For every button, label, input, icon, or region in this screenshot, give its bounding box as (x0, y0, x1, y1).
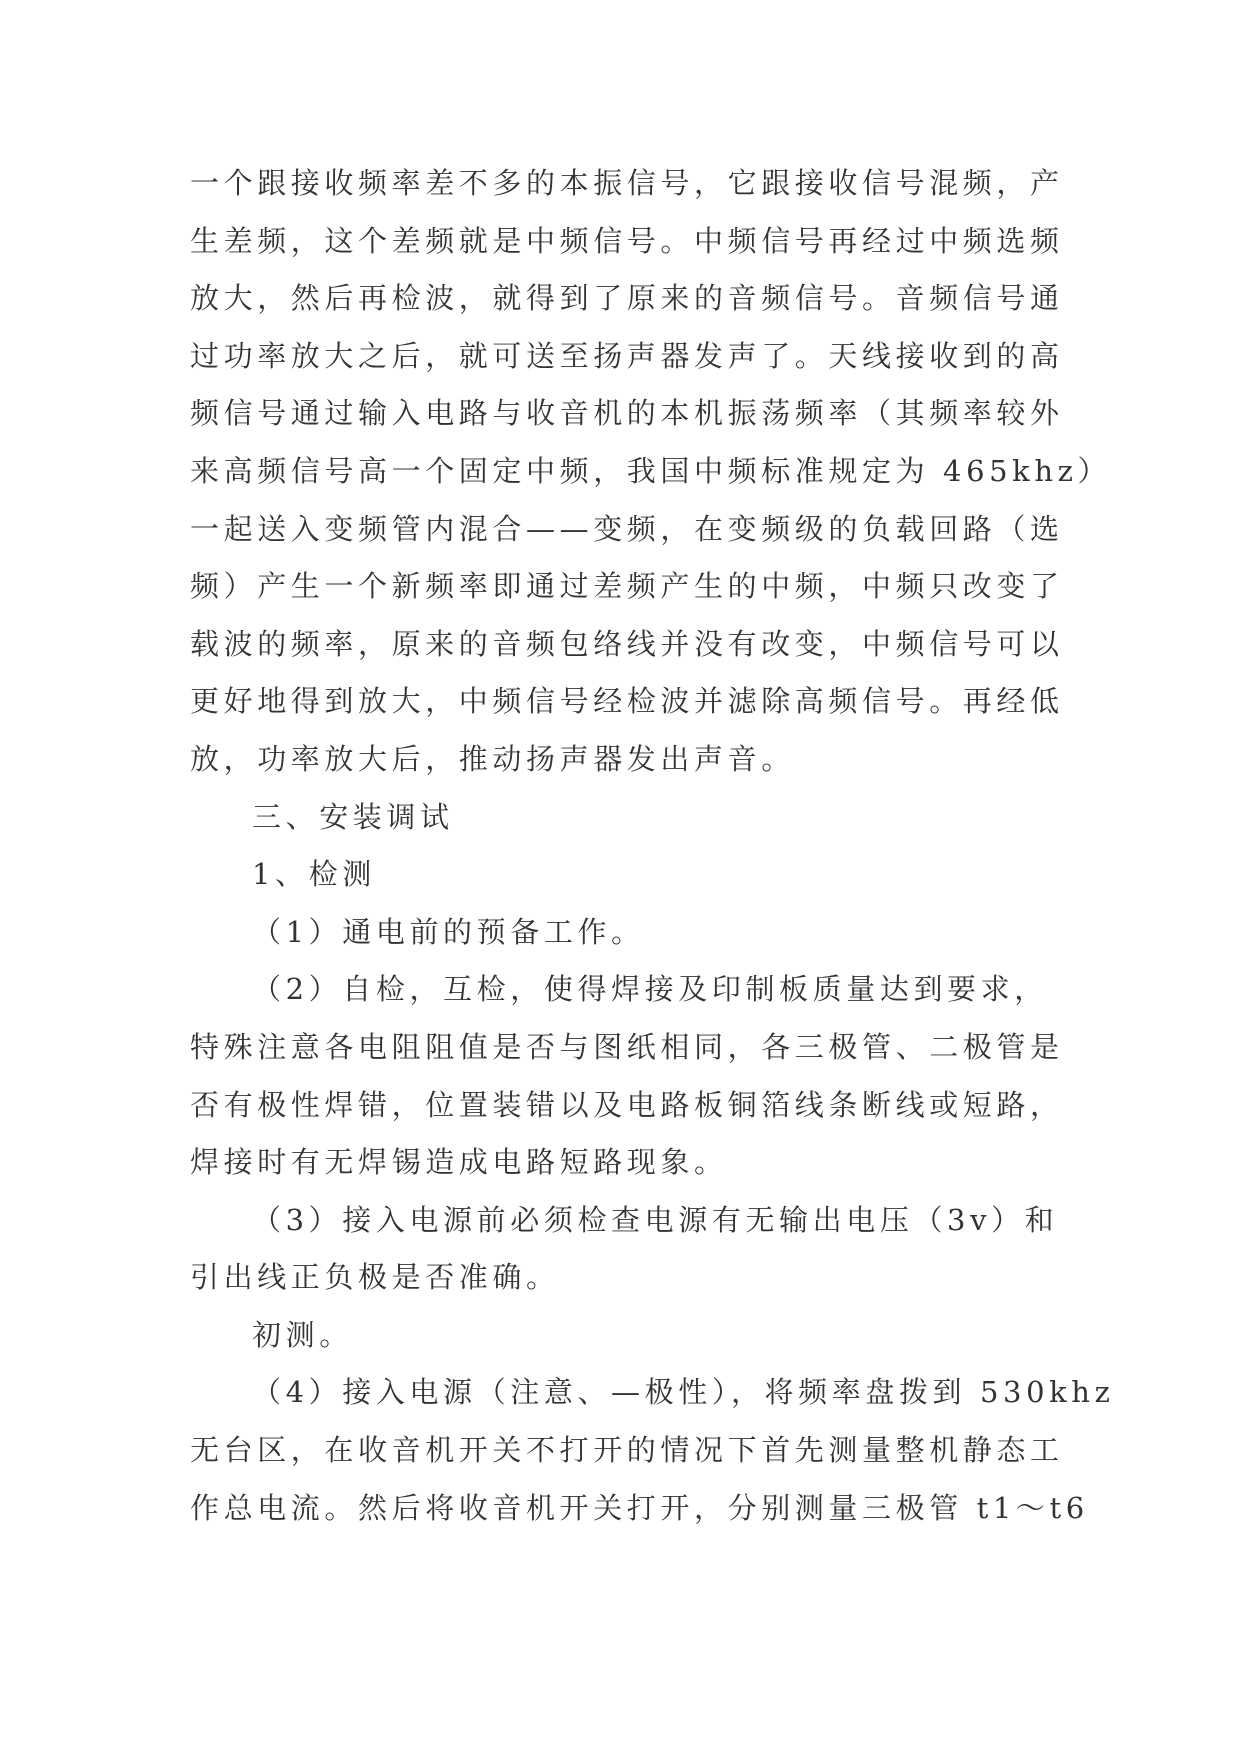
step-item: （4）接入电源（注意、—极性），将频率盘拨到 530khz (252, 1375, 1115, 1410)
text-line: 放，功率放大后，推动扬声器发出声音。 (190, 741, 795, 776)
step-item: （2）自检，互检，使得焊接及印制板质量达到要求， (252, 972, 1048, 1007)
text-line: 作总电流。然后将收音机开关打开，分别测量三极管 t1～t6 (190, 1490, 1089, 1525)
text-line: 一起送入变频管内混合——变频，在变频级的负载回路（选 (190, 511, 1064, 546)
text-line: 过功率放大之后，就可送至扬声器发声了。天线接收到的高 (190, 338, 1064, 373)
subsection-heading: 初测。 (252, 1317, 353, 1352)
section-heading: 三、安装调试 (252, 799, 454, 834)
text-line: 引出线正负极是否准确。 (190, 1260, 560, 1295)
step-item: （1）通电前的预备工作。 (252, 914, 645, 949)
document-body (190, 155, 1115, 1537)
text-line: 无台区，在收音机开关不打开的情况下首先测量整机静态工 (190, 1433, 1064, 1468)
text-line: 载波的频率，原来的音频包络线并没有改变，中频信号可以 (190, 626, 1064, 661)
text-line: 一个跟接收频率差不多的本振信号，它跟接收信号混频，产 (190, 166, 1064, 200)
text-line: 来高频信号高一个固定中频，我国中频标准规定为 465khz） (190, 453, 1112, 488)
text-line: 生差频，这个差频就是中频信号。中频信号再经过中频选频 (190, 223, 1064, 258)
text-line: 焊接时有无焊锡造成电路短路现象。 (190, 1145, 728, 1180)
text-line: 否有极性焊错，位置装错以及电路板铜箔线条断线或短路， (190, 1087, 1064, 1122)
text-line: 更好地得到放大，中频信号经检波并滤除高频信号。再经低 (190, 684, 1064, 719)
text-line: 放大，然后再检波，就得到了原来的音频信号。音频信号通 (190, 281, 1064, 316)
step-item: （3）接入电源前必须检查电源有无输出电压（3v）和 (252, 1202, 1059, 1237)
text-line: 特殊注意各电阻阻值是否与图纸相同，各三极管、二极管是 (190, 1029, 1064, 1064)
text-line: 频）产生一个新频率即通过差频产生的中频，中频只改变了 (190, 569, 1064, 604)
text-line: 频信号通过输入电路与收音机的本机振荡频率（其频率较外 (190, 396, 1064, 431)
subsection-heading: 1、检测 (252, 857, 376, 892)
